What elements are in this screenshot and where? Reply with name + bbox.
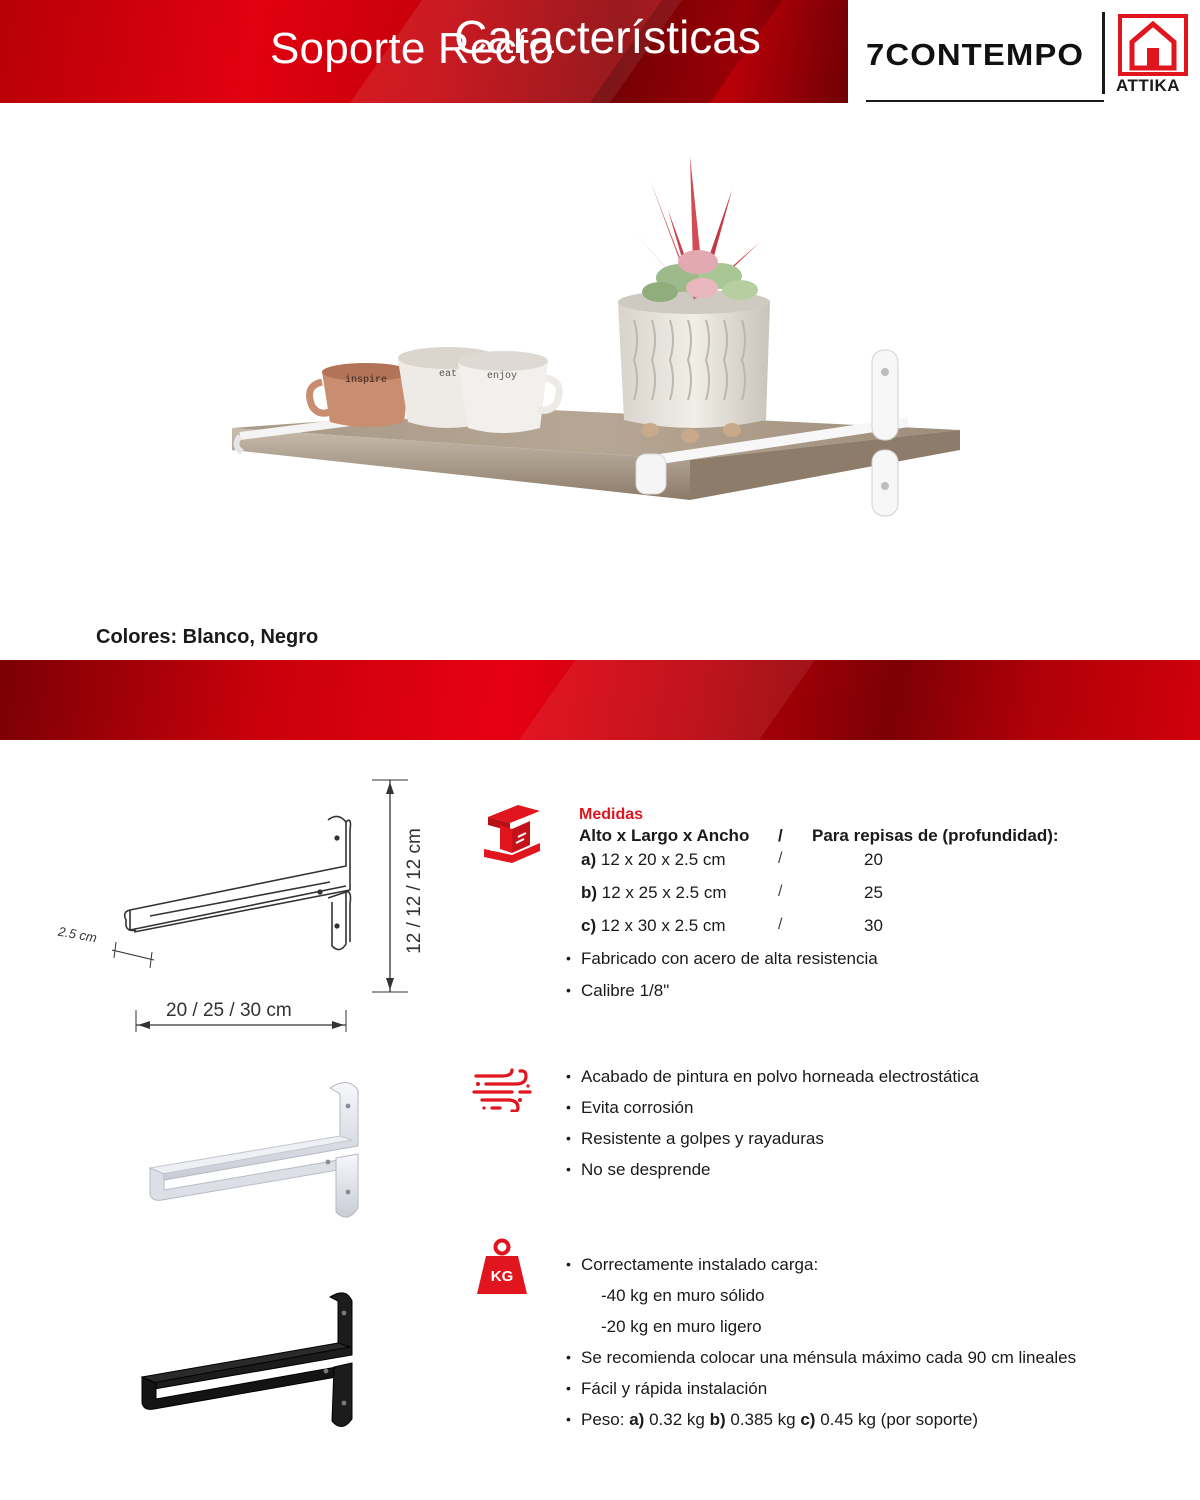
carga-recommend-bullet: • Se recomienda colocar una ménsula máximo cada 90 cm lineales <box>566 1348 1076 1368</box>
attika-wordmark: ATTIKA <box>1116 76 1181 95</box>
carga-solid-line: -40 kg en muro sólido <box>601 1286 765 1305</box>
paint-wind-icon <box>472 1068 534 1112</box>
medidas-row-sep: / <box>778 916 783 933</box>
medidas-row-b <box>0 883 1200 907</box>
medidas-row-dims: c) 12 x 30 x 2.5 cm <box>581 916 726 935</box>
acabado-bullet: • No se desprende <box>566 1160 710 1180</box>
material-bullet: • Fabricado con acero de alta resistencia <box>566 949 878 969</box>
depth-dimension-label: 2.5 cm <box>56 923 99 946</box>
carga-intro-bullet: • Correctamente instalado carga: <box>566 1255 818 1275</box>
medidas-row-depth: 30 <box>864 916 883 935</box>
section-banner <box>0 660 1200 740</box>
medidas-col-dims: Alto x Largo x Ancho <box>579 826 750 845</box>
hero-product-photo <box>220 150 970 530</box>
medidas-col-depth: Para repisas de (profundidad): <box>812 826 1059 845</box>
medidas-title: Medidas <box>579 806 644 823</box>
medidas-row-depth: 25 <box>864 883 883 902</box>
medidas-row-sep: / <box>778 883 783 900</box>
height-dimension-label: 12 / 12 / 12 cm <box>404 828 425 954</box>
acabado-bullet: • Evita corrosión <box>566 1098 693 1118</box>
product-title: Soporte Recto <box>270 24 554 73</box>
carga-easy-bullet: • Fácil y rápida instalación <box>566 1379 767 1399</box>
carga-light-line: -20 kg en muro ligero <box>601 1317 762 1336</box>
cup-word-inspire: inspire <box>344 375 388 386</box>
medidas-row-c <box>0 916 1200 940</box>
cup-word-eat: eat <box>438 369 458 380</box>
medidas-row-dims: b) 12 x 25 x 2.5 cm <box>581 883 727 902</box>
carga-weight-bullet: • Peso: a) 0.32 kg b) 0.385 kg c) 0.45 kg (por soporte) <box>566 1410 978 1430</box>
calibre-bullet: • Calibre 1/8" <box>566 981 669 1001</box>
contempo-logo-text: 7CONTEMPO <box>866 37 1084 72</box>
medidas-row-dims: a) 12 x 20 x 2.5 cm <box>581 850 726 869</box>
medidas-row-depth: 20 <box>864 850 883 869</box>
black-bracket-image <box>130 1285 370 1435</box>
acabado-bullet: • Acabado de pintura en polvo horneada electrostática <box>566 1067 979 1087</box>
section-sheen <box>484 660 836 740</box>
section-title: Características <box>454 11 761 63</box>
medidas-col-sep: / <box>778 826 783 845</box>
weight-kg-icon <box>476 1238 528 1296</box>
brand-underline <box>866 100 1104 102</box>
white-bracket-image <box>140 1076 370 1226</box>
length-dimension-label: 20 / 25 / 30 cm <box>166 1000 292 1021</box>
acabado-bullet: • Resistente a golpes y rayaduras <box>566 1129 824 1149</box>
cup-word-enjoy: enjoy <box>486 371 518 382</box>
colors-line: Colores: Blanco, Negro <box>96 626 319 648</box>
medidas-row-a <box>0 850 1200 874</box>
medidas-row-sep: / <box>778 850 783 867</box>
weight-kg-label: KG <box>490 1268 514 1285</box>
